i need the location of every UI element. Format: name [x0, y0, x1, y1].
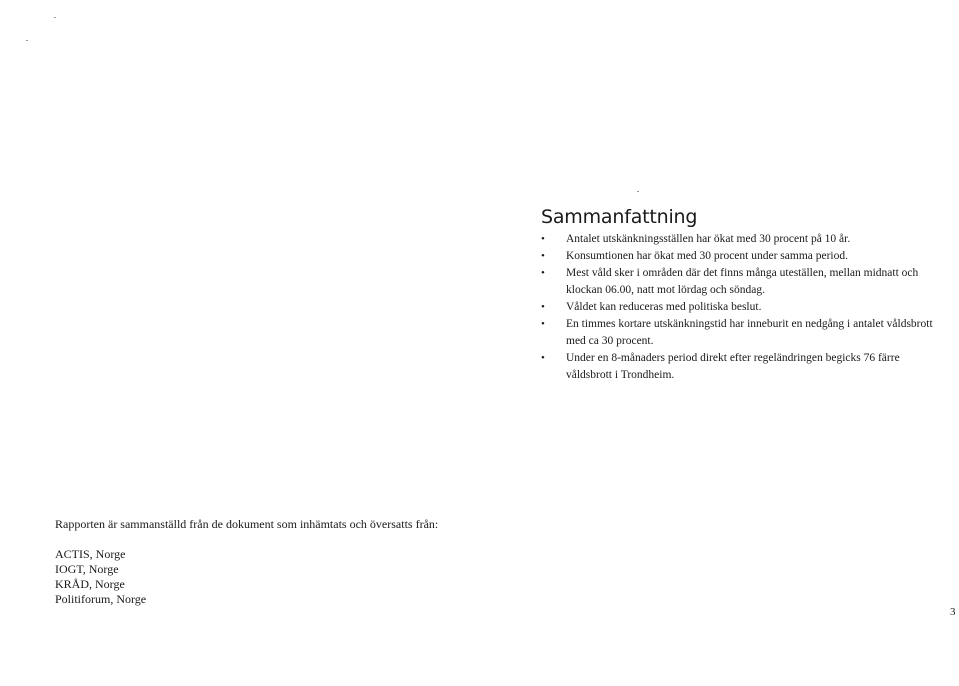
summary-bullet-text: Mest våld sker i områden där det finns många uteställen, mellan midnatt och klockan 06.00, natt mot lördag och söndag.: [566, 267, 919, 296]
page-number: 3: [950, 606, 956, 618]
summary-bullet-text: Antalet utskänkningsställen har ökat med 30 procent på 10 år.: [566, 233, 851, 245]
summary-bullet-item: [541, 350, 941, 384]
summary-bullet-item: [541, 299, 941, 316]
summary-section: [541, 206, 941, 384]
source-item: IOGT, Norge: [55, 562, 119, 576]
scan-speck: [637, 191, 639, 192]
scan-speck: [54, 17, 56, 18]
summary-bullet-text: En timmes kortare utskänkningstid har inneburit en nedgång i antalet våldsbrott med ca 30 procent.: [566, 318, 933, 347]
summary-bullet-item: [541, 248, 941, 265]
scan-speck: [26, 40, 28, 41]
summary-title: Sammanfattning: [541, 206, 698, 228]
bullet-icon: •: [541, 267, 545, 279]
summary-bullet-item: [541, 265, 941, 299]
sources-section: [55, 516, 438, 607]
bullet-icon: •: [541, 301, 545, 313]
summary-bullet-text: Konsumtionen har ökat med 30 procent under samma period.: [566, 250, 848, 262]
summary-bullet-item: [541, 316, 941, 350]
source-item: ACTIS, Norge: [55, 547, 126, 561]
source-list: [55, 547, 438, 607]
summary-bullet-text: Våldet kan reduceras med politiska beslut.: [566, 301, 762, 313]
bullet-icon: •: [541, 352, 545, 364]
bullet-icon: •: [541, 318, 545, 330]
source-item: Politiforum, Norge: [55, 592, 147, 606]
summary-bullet-list: [541, 231, 941, 384]
summary-bullet-text: Under en 8-månaders period direkt efter regeländringen begicks 76 färre våldsbrott i Trondheim.: [566, 352, 900, 381]
sources-intro: Rapporten är sammanställd från de dokument som inhämtats och översatts från:: [55, 517, 439, 531]
bullet-icon: •: [541, 233, 545, 245]
source-item: KRÅD, Norge: [55, 577, 125, 591]
bullet-icon: •: [541, 250, 545, 262]
summary-bullet-item: [541, 231, 941, 248]
